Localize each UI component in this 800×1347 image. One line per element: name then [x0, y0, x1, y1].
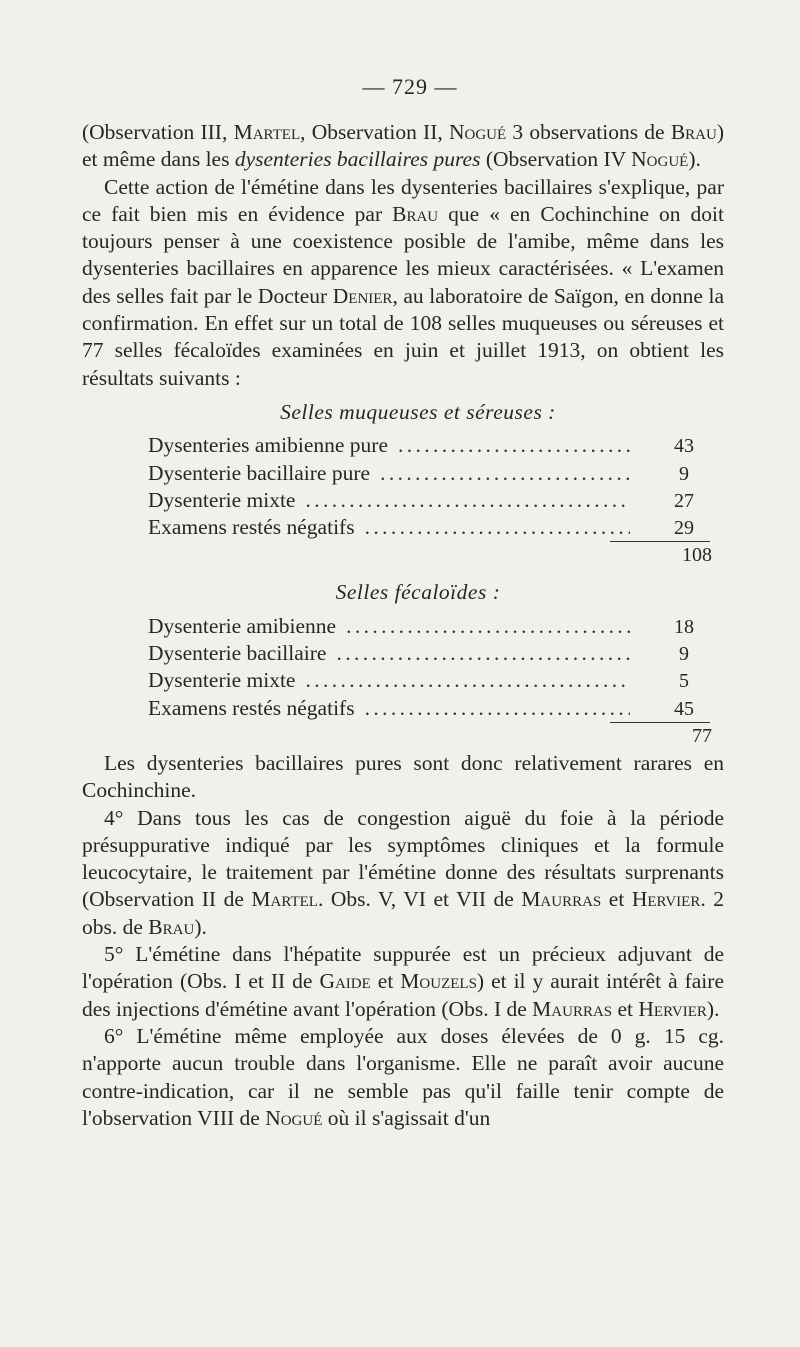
paragraph-6 — [82, 1023, 724, 1132]
text-run: Cette action de l'émétine dans les dysenteries bacillaires s'explique, par ce fait bien mis en évidence par — [82, 174, 724, 226]
leader-dots — [346, 613, 630, 640]
row-label: Examens restés négatifs — [148, 515, 355, 540]
leader-dots — [305, 487, 630, 514]
table-row — [82, 460, 724, 487]
text-run: ) et il y aurait intérêt à faire des injections d'émétine avant l'opération (Obs. I de — [82, 969, 724, 1021]
leader-dots — [380, 460, 630, 487]
row-label: Dysenteries amibienne pure — [148, 433, 388, 458]
paragraph-4 — [82, 805, 724, 941]
leader-dots — [398, 432, 630, 459]
author-name: Nogué — [631, 147, 689, 172]
text-run: 3 observations de — [506, 120, 671, 144]
row-value: 18 — [674, 615, 694, 638]
row-label: Dysenterie mixte — [148, 668, 296, 693]
row-label: Dysenterie bacillaire pure — [148, 460, 371, 485]
leader-dots — [336, 640, 630, 667]
row-value: 27 — [674, 489, 694, 512]
paragraph-5 — [82, 941, 724, 1023]
row-value: 9 — [679, 462, 689, 485]
row-value: 43 — [674, 435, 694, 458]
author-name: Brau — [392, 201, 439, 226]
row-label: Examens restés négatifs — [148, 695, 355, 720]
text-run: (Observation III, — [82, 120, 234, 144]
row-label: Dysenterie bacillaire — [148, 641, 327, 666]
text-run: ) et même dans les — [82, 120, 725, 172]
row-value: 5 — [679, 670, 689, 693]
author-name: Hervier — [631, 887, 701, 912]
text-run: . Obs. V, VI et VII de — [317, 887, 522, 912]
table-2-title: Selles fécaloïdes : — [335, 580, 501, 605]
table-row — [82, 432, 724, 459]
author-name: Nogué — [265, 1105, 323, 1130]
text-run: , au laboratoire de Saïgon, en donne la confirmation. En effet sur un total de 108 selles muqueuses ou séreuses et 77 selles fécaloïdes examinées en juin et juillet 1913, on obtient les résultats suivants : — [82, 283, 724, 390]
table-row — [82, 695, 724, 722]
row-label: Dysenterie amibienne — [148, 613, 337, 638]
text-run: 4° Dans tous les cas de congestion aiguë du foie à la période présuppurative indiqué par les symptômes cliniques et la formule leucocytaire, le traitement par l'émétine donne des résultats surprenants (Observation II de — [82, 805, 724, 912]
text-run: et — [601, 887, 632, 912]
author-name: Maurras — [521, 887, 602, 912]
text-run: 6° L'émétine même employée aux doses élevées de 0 g. 15 cg. n'apporte aucun trouble dans l'organisme. Elle ne paraît avoir aucune contre-indication, car il ne semble pas qu'il faille tenir compte de l'observation VIII de — [82, 1023, 724, 1130]
row-value: 45 — [674, 697, 694, 720]
paragraph-1 — [82, 119, 724, 174]
row-value: 9 — [679, 643, 689, 666]
table-2 — [82, 613, 724, 750]
text-run: (Observation IV — [480, 147, 632, 172]
page-number: — 729 — — [362, 74, 458, 99]
author-name: Gaide — [319, 969, 371, 994]
table-row — [82, 613, 724, 640]
text-run: . 2 obs. de — [82, 887, 724, 939]
leader-dots — [365, 695, 630, 722]
body-text — [82, 119, 724, 1132]
table-row — [82, 514, 724, 541]
table-row — [82, 640, 724, 667]
text-run: 5° L'émétine dans l'hépatite suppurée est un précieux adjuvant de l'opération (Obs. I et II de — [82, 942, 724, 994]
author-name: Hervier — [638, 996, 707, 1021]
table-total: 108 — [682, 544, 712, 567]
author-name: Maurras — [532, 996, 613, 1021]
text-run: , Observation II, — [300, 120, 449, 144]
text-run: où il s'agissait d'un — [322, 1105, 491, 1130]
row-label: Dysenterie mixte — [148, 487, 296, 512]
text-run: que « en Cochinchine on doit toujours penser à une coexistence posible de l'amibe, même dans les dysenteries bacillaires en apparence les mieux caractérisées. « L'examen des selles fait par le Docteur — [82, 201, 724, 308]
paragraph-2 — [82, 174, 724, 392]
table-total: 77 — [692, 724, 712, 747]
text-run: et — [612, 996, 639, 1021]
author-name: Brau — [148, 914, 195, 939]
author-name: Nogué — [448, 120, 507, 144]
text-run: et — [370, 969, 401, 994]
author-name: Martel — [233, 120, 301, 144]
author-name: Denier — [332, 283, 393, 308]
table-row — [82, 487, 724, 514]
table-row — [82, 667, 724, 694]
leader-dots — [305, 667, 630, 694]
text-run: ). — [194, 914, 207, 939]
paragraph-3: Les dysenteries bacillaires pures sont donc relativement rarares en Cochinchine. — [82, 750, 724, 803]
leader-dots — [365, 514, 630, 541]
text-run: ). — [706, 996, 720, 1021]
table-1 — [82, 432, 724, 569]
author-name: Martel — [251, 887, 318, 912]
author-name: Mouzels — [400, 969, 477, 994]
table-1-title: Selles muqueuses et séreuses : — [280, 399, 556, 424]
text-run: ). — [688, 147, 701, 172]
row-value: 29 — [674, 517, 694, 540]
emphasis-text: dysenteries bacillaires pures — [234, 147, 481, 172]
author-name: Brau — [670, 120, 717, 144]
